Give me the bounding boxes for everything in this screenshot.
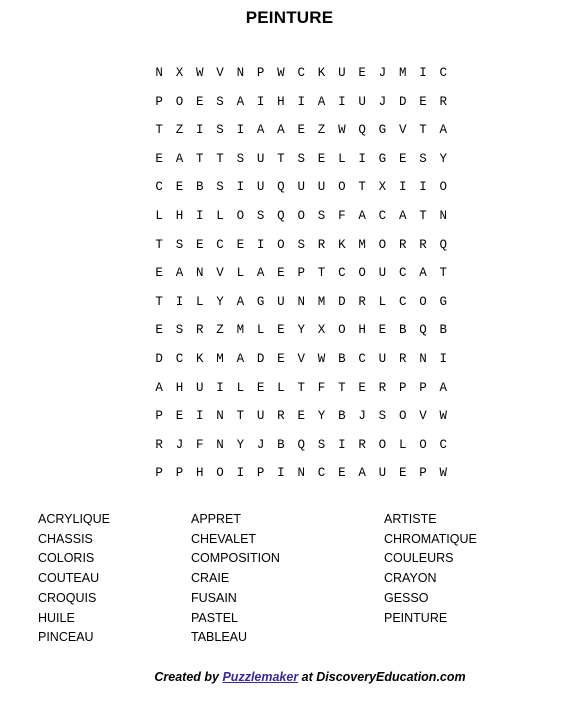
grid-letter: U [338, 66, 346, 80]
grid-letter: V [419, 409, 427, 424]
grid-letter: D [256, 351, 265, 366]
grid-letter: C [398, 266, 407, 281]
grid-letter: S [175, 323, 184, 338]
grid-letter: P [155, 94, 163, 109]
grid-letter: P [155, 466, 163, 481]
word-list-item: ARTISTE [384, 512, 437, 526]
grid-letter: C [338, 266, 346, 281]
grid-letter: T [155, 294, 163, 309]
grid-letter: H [358, 323, 366, 338]
grid-letter: N [419, 351, 427, 366]
word-list-item: GESSO [384, 590, 429, 605]
letter-grid [149, 62, 453, 491]
word-list-column-1 [38, 510, 110, 648]
grid-letter: S [216, 180, 224, 195]
grid-letter: U [297, 180, 305, 195]
grid-letter: C [175, 351, 184, 366]
grid-letter: A [277, 123, 285, 138]
grid-letter: A [236, 294, 245, 309]
grid-letter: R [378, 380, 387, 395]
grid-letter: F [317, 380, 326, 395]
grid-letter: L [236, 380, 245, 395]
grid-letter: E [378, 323, 387, 338]
grid-letter: O [338, 180, 346, 195]
grid-letter: L [256, 323, 265, 338]
grid-letter: R [155, 437, 163, 452]
grid-letter: I [195, 208, 204, 223]
grid-letter: U [378, 466, 387, 481]
grid-letter: C [297, 66, 305, 80]
word-list-item: CHEVALET [191, 531, 257, 546]
grid-letter: Q [419, 323, 427, 338]
grid-letter: U [378, 266, 387, 281]
word-list-item: COLORIS [38, 551, 95, 566]
grid-letter: B [338, 351, 346, 366]
grid-letter: E [297, 409, 305, 424]
grid-letter: O [236, 208, 245, 223]
grid-letter: R [358, 294, 366, 309]
grid-letter: Z [317, 123, 326, 138]
grid-letter: S [317, 437, 326, 452]
grid-letter: Q [297, 437, 305, 452]
word-list-item: ACRYLIQUE [38, 512, 111, 526]
grid-letter: J [378, 66, 387, 80]
grid-letter: W [195, 66, 204, 80]
grid-letter: N [236, 66, 245, 80]
grid-letter: E [398, 151, 407, 166]
grid-letter: T [317, 266, 326, 281]
grid-letter: S [297, 151, 305, 166]
grid-letter: E [175, 409, 184, 424]
grid-letter: F [195, 437, 204, 452]
grid-letter: W [439, 466, 448, 481]
grid-letter: C [439, 437, 448, 452]
grid-letter: N [216, 409, 224, 424]
grid-letter: Y [439, 151, 448, 166]
grid-letter: I [277, 466, 285, 481]
grid-letter: I [256, 237, 265, 252]
grid-letter: L [398, 437, 407, 452]
grid-letter: G [256, 294, 265, 309]
grid-letter: A [358, 466, 366, 481]
grid-letter: U [256, 151, 265, 166]
grid-letter: S [256, 208, 265, 223]
grid-letter: P [419, 466, 427, 481]
grid-letter: P [256, 66, 265, 80]
word-list-item: TABLEAU [191, 630, 248, 645]
grid-letter: O [175, 94, 184, 109]
grid-letter: T [419, 208, 427, 223]
grid-letter: A [317, 94, 326, 109]
word-list-item: CHROMATIQUE [384, 531, 477, 546]
grid-letter: E [155, 323, 163, 338]
grid-letter: R [398, 351, 407, 366]
word-list-item: APPRET [191, 512, 242, 526]
grid-letter: O [419, 294, 427, 309]
grid-letter: B [398, 323, 407, 338]
grid-letter: P [256, 466, 265, 481]
footer-credit [0, 670, 579, 684]
word-list-item: HUILE [38, 610, 75, 625]
grid-letter: V [297, 351, 305, 366]
grid-letter: P [155, 409, 163, 424]
grid-letter: L [236, 266, 245, 281]
grid-letter: Z [216, 323, 224, 338]
grid-letter: T [155, 123, 163, 138]
grid-letter: W [439, 409, 448, 424]
grid-letter: A [419, 266, 427, 281]
grid-letter: I [338, 94, 346, 109]
grid-letter: T [419, 123, 427, 138]
grid-letter: I [256, 94, 265, 109]
grid-letter: B [439, 323, 448, 338]
grid-letter: L [216, 208, 224, 223]
grid-letter: Q [358, 123, 366, 138]
grid-letter: A [236, 351, 245, 366]
grid-letter: C [155, 180, 163, 195]
grid-letter: X [378, 180, 387, 195]
grid-letter: U [378, 351, 387, 366]
page-title: PEINTURE [245, 8, 334, 27]
word-list-item: CRAIE [191, 571, 230, 586]
grid-letter: O [378, 437, 387, 452]
grid-letter: E [358, 66, 366, 80]
word-list-item: COMPOSITION [191, 551, 280, 566]
grid-letter: K [195, 351, 204, 366]
grid-letter: R [398, 237, 407, 252]
grid-letter: U [317, 180, 326, 195]
grid-letter: E [398, 466, 407, 481]
grid-letter: O [398, 409, 407, 424]
word-list [38, 510, 558, 650]
grid-letter: J [256, 437, 265, 452]
grid-letter: I [175, 294, 184, 309]
grid-letter: S [378, 409, 387, 424]
grid-letter: A [256, 266, 265, 281]
grid-letter: P [175, 466, 184, 481]
grid-letter: C [216, 237, 224, 252]
grid-letter: I [236, 466, 245, 481]
grid-letter: H [195, 466, 204, 481]
grid-letter: T [155, 237, 163, 252]
grid-letter: I [439, 351, 448, 366]
grid-letter: A [236, 94, 245, 109]
grid-letter: E [236, 237, 245, 252]
grid-letter: E [277, 323, 285, 338]
grid-letter: B [195, 180, 204, 195]
grid-letter: B [338, 409, 346, 424]
grid-letter: O [439, 180, 448, 195]
grid-letter: A [256, 123, 265, 138]
grid-letter: V [398, 123, 407, 138]
grid-letter: W [338, 123, 346, 138]
grid-letter: N [216, 437, 224, 452]
grid-letter: U [256, 180, 265, 195]
grid-letter: P [398, 380, 407, 395]
grid-letter: C [439, 66, 448, 80]
grid-letter: I [195, 123, 204, 138]
grid-letter: K [338, 237, 346, 252]
grid-letter: E [419, 94, 427, 109]
grid-letter: E [155, 266, 163, 281]
grid-letter: M [317, 294, 326, 309]
word-list-item: COUTEAU [38, 571, 100, 586]
footer-prefix: Created by [154, 670, 223, 684]
grid-letter: A [398, 208, 407, 223]
grid-letter: C [358, 351, 366, 366]
puzzlemaker-link[interactable]: Puzzlemaker [222, 670, 299, 684]
grid-letter: E [277, 266, 285, 281]
grid-letter: I [236, 123, 245, 138]
grid-letter: N [297, 294, 305, 309]
grid-letter: L [155, 208, 163, 223]
word-list-item: FUSAIN [191, 590, 237, 605]
grid-letter: N [195, 266, 204, 281]
grid-letter: M [398, 66, 407, 80]
word-list-item: PASTEL [191, 610, 239, 625]
grid-letter: E [277, 351, 285, 366]
grid-letter: E [195, 94, 204, 109]
grid-letter: U [256, 409, 265, 424]
grid-letter: O [297, 208, 305, 223]
grid-letter: T [338, 380, 346, 395]
grid-letter: C [398, 294, 407, 309]
grid-letter: I [398, 180, 407, 195]
grid-letter: R [358, 437, 366, 452]
grid-letter: R [419, 237, 427, 252]
grid-letter: Q [277, 208, 285, 223]
grid-letter: N [155, 66, 163, 80]
grid-letter: O [358, 266, 366, 281]
grid-letter: S [297, 237, 305, 252]
word-list-item: PINCEAU [38, 630, 94, 645]
grid-letter: Z [175, 123, 184, 138]
grid-letter: O [419, 437, 427, 452]
grid-letter: P [297, 266, 305, 281]
word-list-item: PEINTURE [384, 610, 448, 625]
word-list-item: CRAYON [384, 571, 437, 586]
grid-letter: R [439, 94, 448, 109]
grid-letter: D [338, 294, 346, 309]
grid-letter: J [358, 409, 366, 424]
word-list-item: CROQUIS [38, 590, 97, 605]
grid-letter: Y [216, 294, 224, 309]
grid-letter: I [216, 380, 224, 395]
grid-letter: H [175, 208, 184, 223]
grid-letter: R [277, 409, 285, 424]
grid-letter: T [439, 266, 448, 281]
grid-letter: U [195, 380, 204, 395]
grid-letter: G [378, 123, 387, 138]
grid-letter: A [439, 123, 448, 138]
grid-letter: A [439, 380, 448, 395]
word-list-item: COULEURS [384, 551, 454, 566]
grid-letter: X [317, 323, 326, 338]
grid-letter: W [277, 66, 285, 80]
grid-letter: O [216, 466, 224, 481]
grid-letter: A [155, 380, 163, 395]
grid-letter: S [175, 237, 184, 252]
grid-letter: H [175, 380, 184, 395]
grid-letter: W [317, 351, 326, 366]
grid-letter: G [378, 151, 387, 166]
grid-letter: E [195, 237, 204, 252]
grid-letter: I [358, 151, 366, 166]
grid-letter: U [277, 294, 285, 309]
grid-letter: L [277, 380, 285, 395]
grid-letter: L [338, 151, 346, 166]
grid-letter: B [277, 437, 285, 452]
grid-letter: G [439, 294, 448, 309]
word-list-item: CHASSIS [38, 531, 93, 546]
grid-letter: Y [236, 437, 245, 452]
grid-letter: C [317, 466, 326, 481]
grid-letter: E [155, 151, 163, 166]
grid-letter: E [256, 380, 265, 395]
grid-letter: N [439, 208, 448, 223]
grid-letter: R [317, 237, 326, 252]
footer-suffix: at DiscoveryEducation.com [298, 670, 466, 684]
grid-letter: O [378, 237, 387, 252]
grid-letter: I [419, 180, 427, 195]
grid-letter: J [175, 437, 184, 452]
grid-letter: A [175, 151, 184, 166]
grid-letter: A [175, 266, 184, 281]
grid-letter: E [338, 466, 346, 481]
grid-letter: E [297, 123, 305, 138]
grid-letter: T [277, 151, 285, 166]
grid-letter: D [398, 94, 407, 109]
grid-letter: Q [277, 180, 285, 195]
grid-letter: L [195, 294, 204, 309]
grid-letter: T [236, 409, 245, 424]
grid-letter: O [338, 323, 346, 338]
word-list-column-3 [384, 510, 477, 628]
grid-letter: S [419, 151, 427, 166]
grid-letter: M [236, 323, 245, 338]
grid-letter: P [419, 380, 427, 395]
grid-letter: S [216, 123, 224, 138]
grid-letter: T [216, 151, 224, 166]
grid-letter: I [338, 437, 346, 452]
grid-letter: S [317, 208, 326, 223]
grid-letter: T [297, 380, 305, 395]
grid-letter: O [277, 237, 285, 252]
grid-letter: T [195, 151, 204, 166]
grid-letter: M [358, 237, 366, 252]
word-list-column-2 [191, 510, 280, 648]
grid-letter: E [358, 380, 366, 395]
grid-letter: K [317, 66, 326, 80]
grid-letter: J [378, 94, 387, 109]
grid-letter: I [236, 180, 245, 195]
grid-letter: X [175, 66, 184, 80]
grid-letter: S [216, 94, 224, 109]
grid-letter: H [277, 94, 285, 109]
grid-letter: U [358, 94, 366, 109]
grid-letter: Q [439, 237, 448, 252]
grid-letter: Y [317, 409, 326, 424]
grid-letter: T [358, 180, 366, 195]
grid-letter: I [419, 66, 427, 80]
grid-letter: V [216, 266, 224, 281]
grid-letter: I [297, 94, 305, 109]
grid-letter: F [338, 208, 346, 223]
grid-letter: E [175, 180, 184, 195]
grid-letter: R [195, 323, 204, 338]
grid-letter: I [195, 409, 204, 424]
grid-letter: A [358, 208, 366, 223]
grid-letter: M [216, 351, 224, 366]
grid-letter: L [378, 294, 387, 309]
grid-letter: D [155, 351, 163, 366]
grid-letter: E [317, 151, 326, 166]
grid-letter: Y [297, 323, 305, 338]
grid-letter: S [236, 151, 245, 166]
grid-letter: C [378, 208, 387, 223]
grid-letter: V [216, 66, 224, 80]
grid-letter: N [297, 466, 305, 481]
